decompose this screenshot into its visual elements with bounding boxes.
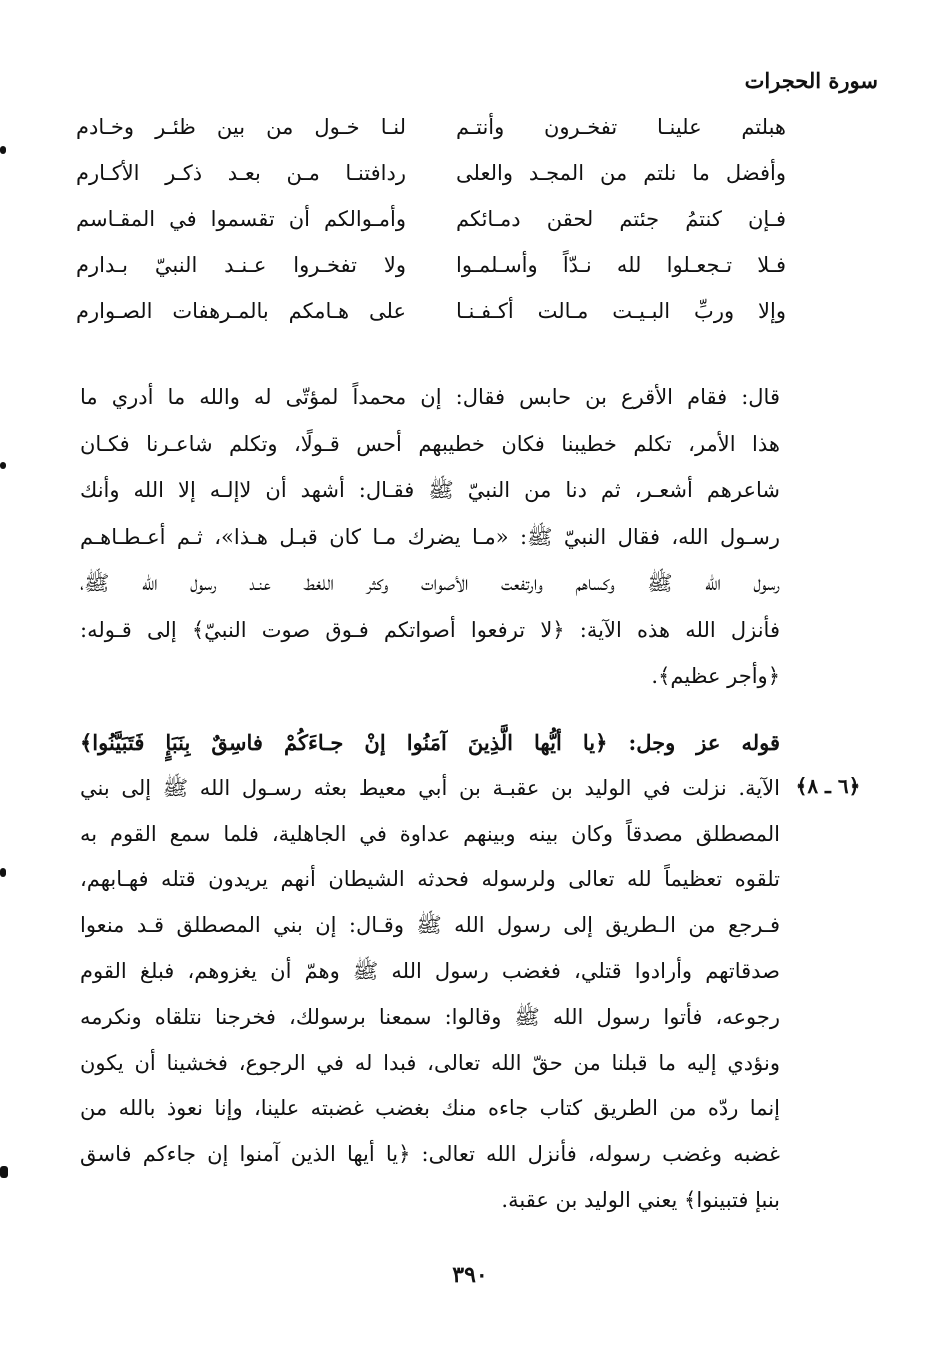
poem-block	[76, 104, 786, 334]
scan-edge-mark	[0, 146, 6, 154]
poem-hemistich-right: وأفضل ما نلتم من المجـد والعلى	[456, 161, 786, 185]
poem-row	[76, 242, 786, 288]
text-line: غضبه وغضب رسوله، فأنزل الله تعالى: ﴿يا أيها الذين آمنوا إن جاءكم فاسق	[80, 1142, 780, 1167]
text-line: تلقوه تعظيماً لله تعالى ولرسوله فحدثه الشيطان أنهم يريدون قتله فهـابهم،	[80, 867, 780, 892]
page-number: ٣٩٠	[452, 1262, 488, 1288]
text-line: بنبإ فتبينوا﴾ يعني الوليد بن عقبة.	[501, 1187, 780, 1212]
poem-hemistich-left: وأمـوالكم أن تقسموا في المقـاسم	[76, 207, 406, 231]
verse-number-marker: ﴿٦ ـ ٨﴾	[795, 774, 861, 798]
scan-edge-mark	[0, 868, 6, 877]
poem-row	[76, 150, 786, 196]
scan-edge-mark	[0, 1166, 8, 1178]
verse-heading: قوله عز وجل: ﴿يا أيُّها الَّذِينَ آمَنُوا إنْ جـاءَكُمْ فاسِقٌ بِنَبَإٍ فَتَبَيَّنُوا﴾	[80, 730, 780, 755]
text-line: إنما ردّه من الطريق كتاب جاءه منك بغضب غضبته علينا، وإنا نعوذ بالله من	[80, 1096, 780, 1121]
poem-hemistich-left: على هـامكم بالمـرهفات الصـوارم	[76, 299, 406, 323]
poem-hemistich-right: فـإن كنتمُ جئتم لحقن دمـائكم	[456, 207, 786, 231]
text-line: صدقاتهم وأرادوا قتلي، فغضب رسول الله ﷺ وهمّ أن يغزوهم، فبلغ القوم	[80, 958, 780, 983]
poem-hemistich-left: ردافتنـا مـن بعـد ذكـر الأكـارم	[76, 161, 406, 185]
surah-title: سورة الحجرات	[744, 68, 878, 93]
poem-hemistich-right: هبلتم علينـا تفخـرون وأنتـم	[456, 115, 786, 139]
text-line: شاعرهم أشعـر، ثم دنا من النبيّ ﷺ فقـال: أشهد أن لاإلـه إلا الله وأنك	[80, 478, 780, 502]
poem-hemistich-right: وإلا وربِّ البـيـت مـالت أكـفـنـا	[456, 299, 786, 323]
text-line: رسول الله ﷺ وكساهم وارتفعت الأصوات وكثر اللغط عنـد رسول الله ﷺ،	[80, 571, 780, 595]
poem-row	[76, 288, 786, 334]
text-line: ونؤدي إليه ما قبلنا من حقّ الله تعالى، فبدا له في الرجوع، فخشينا أن يكون	[80, 1050, 780, 1075]
text-line: قال: فقام الأقرع بن حابس فقال: إن محمداً لمؤتّى له والله ما أدري ما	[80, 385, 780, 409]
poem-hemistich-right: فـلا تـجعـلوا لله نـدّاً وأسـلمـوا	[456, 253, 786, 277]
text-line: ﴿وأجر عظيم﴾.	[651, 664, 780, 688]
poem-hemistich-left: لنـا خـول من بين ظئـر وخـادم	[76, 115, 406, 139]
paragraph-revelation	[80, 720, 780, 1224]
paragraph-narration	[80, 374, 780, 700]
poem-hemistich-left: ولا تفخـروا عـنـد النبيّ بـدارم	[76, 253, 406, 277]
text-line: رجوعه، فأتوا رسول الله ﷺ وقالوا: سمعنا برسولك، فخرجنا نتلقاه ونكرمه	[80, 1004, 780, 1029]
text-line: فأنزل الله هذه الآية: ﴿لا ترفعوا أصواتكم فـوق صوت النبيّ﴾ إلى قـوله:	[80, 617, 780, 642]
poem-row	[76, 104, 786, 150]
text-line: هذا الأمر، تكلم خطيبنا فكان خطيبهم أحس قـولًا، وتكلم شاعـرنا فكـان	[80, 431, 780, 456]
text-line: فـرجع من الـطريق إلى رسول الله ﷺ وقـال: إن بني المصطلق قـد منعوا	[80, 913, 780, 938]
scan-edge-mark	[0, 462, 6, 469]
text-line: الآية. نزلت في الوليد بن عقبـة بن أبي معيط بعثه رسـول الله ﷺ إلى بني	[80, 775, 780, 800]
poem-row	[76, 196, 786, 242]
text-line: رسـول الله، فقال النبيّ ﷺ: «مـا يضرك مـا كان قبـل هـذا»، ثـم أعـطـاهـم	[80, 524, 780, 549]
text-line: المصطلق مصدقاً وكان بينه وبينهم عداوة في الجاهلية، فلما سمع القوم به	[80, 821, 780, 846]
